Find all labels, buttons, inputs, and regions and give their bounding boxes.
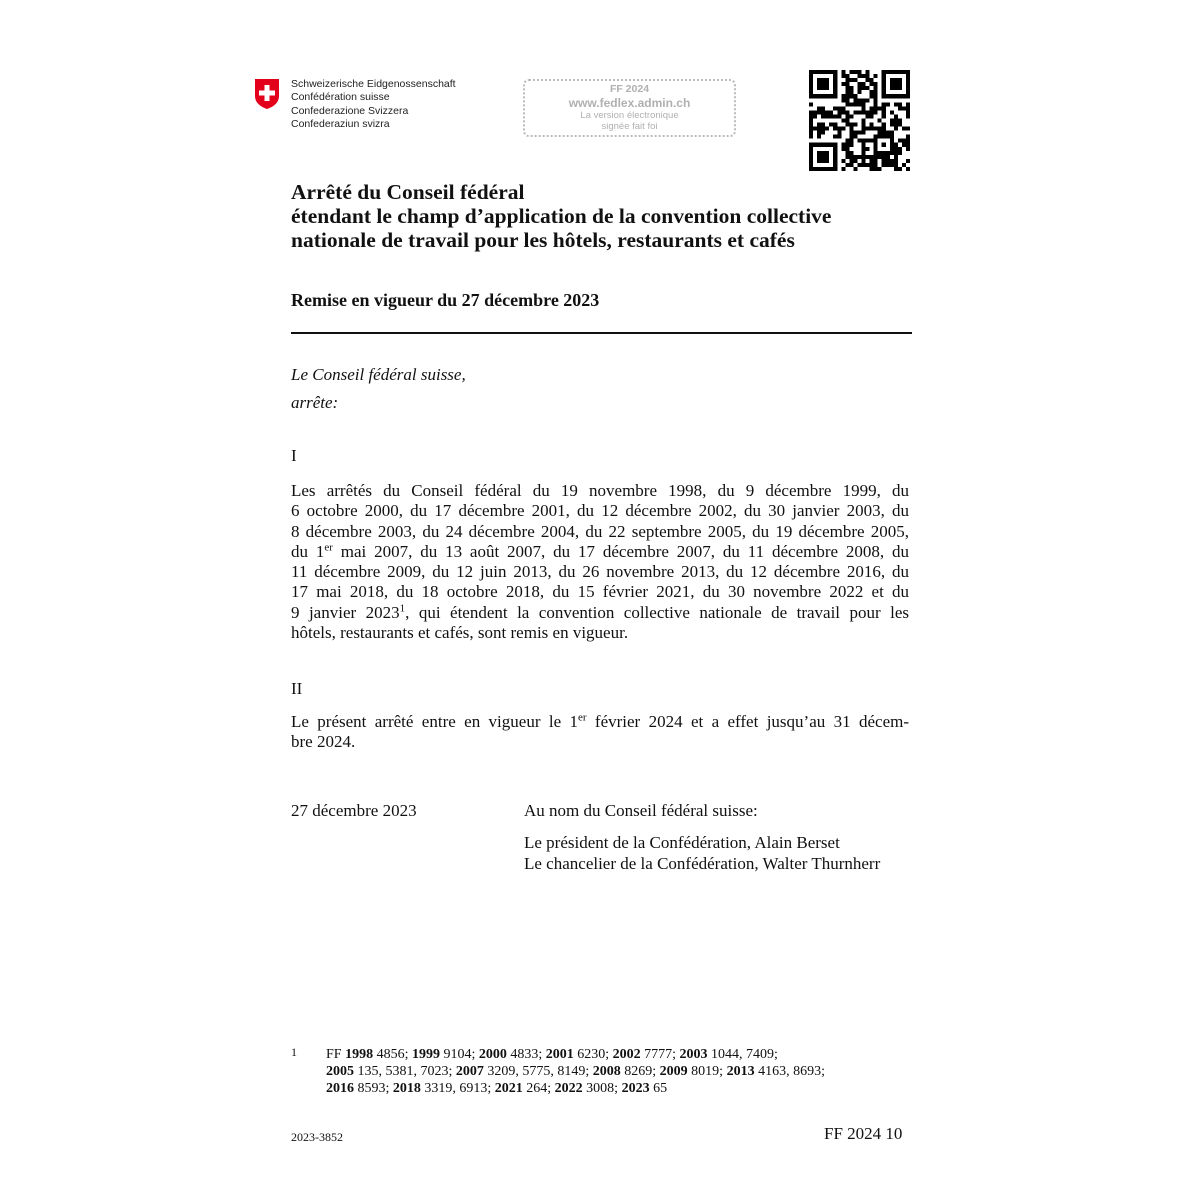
fn-part: 7777; <box>640 1047 680 1062</box>
qr-code-icon <box>809 70 910 171</box>
footnote-reference: 1 <box>399 602 406 615</box>
swiss-cross-icon <box>253 78 281 110</box>
line-7-rest: , qui étendent la convention collective nationale de travail pour les <box>405 602 909 622</box>
fn-part: FF <box>326 1047 346 1062</box>
section-1-paragraph <box>291 481 909 643</box>
fn-year: 2003 <box>679 1047 708 1062</box>
para-1-line-2: 6 octobre 2000, du 17 décembre 2001, du 12 décembre 2002, du 30 janvier 2003, du <box>291 501 909 521</box>
fn-part: 4163, 8693; <box>754 1064 825 1079</box>
title-line-1: Arrêté du Conseil fédéral <box>291 180 525 204</box>
fn-part: 3319, 6913; <box>420 1081 495 1096</box>
para-1-line-1: Les arrêtés du Conseil fédéral du 19 novembre 1998, du 9 décembre 1999, du <box>291 481 909 500</box>
section-2-paragraph <box>291 712 909 753</box>
footnote-line-3 <box>326 1080 906 1097</box>
fn-year: 2001 <box>545 1047 574 1062</box>
fn-part: 8019; <box>687 1064 727 1079</box>
fn-year: 2018 <box>392 1081 421 1096</box>
preamble-line-1: Le Conseil fédéral suisse, <box>291 365 466 384</box>
footnote-line-2 <box>326 1063 906 1080</box>
section-heading-1: I <box>291 446 297 465</box>
fn-part: 8593; <box>354 1081 393 1096</box>
fn-year: 1998 <box>345 1047 374 1062</box>
fn-year: 2005 <box>326 1064 354 1079</box>
fn-part: 135, 5381, 7023; <box>354 1064 456 1079</box>
para-2-line-1 <box>291 712 909 732</box>
fn-part: 3008; <box>582 1081 622 1096</box>
fn-year: 2000 <box>478 1047 507 1062</box>
fn-part: 264; <box>522 1081 555 1096</box>
para-2-line-2: bre 2024. <box>291 732 356 752</box>
fn-part: 9104; <box>439 1047 479 1062</box>
para-1-line-6: 17 mai 2018, du 18 octobre 2018, du 15 février 2021, du 30 novembre 2022 et du <box>291 582 909 602</box>
fn-year: 2009 <box>659 1064 688 1079</box>
line-7-start: 9 janvier 2023 <box>291 602 400 622</box>
section-heading-2: II <box>291 679 303 698</box>
fn-year: 2002 <box>612 1047 641 1062</box>
fn-year: 2021 <box>494 1081 523 1096</box>
ordinal-superscript-2: er <box>578 711 587 724</box>
admin-name-rm: Confederaziun svizra <box>291 118 390 131</box>
document-title <box>291 180 931 252</box>
para-2-start: Le présent arrêté entre en vigueur le 1 <box>291 712 578 731</box>
signatory-chancellor: Le chancelier de la Confédération, Walter Thurnherr <box>524 854 881 873</box>
stamp-ff: FF 2024 <box>609 83 650 95</box>
para-2-rest: février 2024 et a effet jusqu’au 31 décem- <box>586 712 909 731</box>
fn-year: 1999 <box>411 1047 440 1062</box>
admin-name-it: Confederazione Svizzera <box>291 104 409 117</box>
fn-year: 2007 <box>455 1064 484 1079</box>
footnote-text <box>326 1046 906 1097</box>
fn-part: 6230; <box>573 1047 613 1062</box>
electronic-version-stamp <box>523 79 736 137</box>
ff-reference: FF 2024 10 <box>824 1124 903 1143</box>
fn-year: 2013 <box>726 1064 755 1079</box>
signatory-president: Le président de la Confédération, Alain Berset <box>524 833 840 852</box>
stamp-url: www.fedlex.admin.ch <box>568 96 691 110</box>
admin-name-fr: Confédération suisse <box>291 91 390 104</box>
administration-names <box>291 78 456 132</box>
fn-part: 65 <box>649 1081 668 1096</box>
footnote-line-1 <box>326 1046 906 1063</box>
fn-part: 1044, 7409; <box>707 1047 778 1062</box>
fn-part: 4833; <box>506 1047 546 1062</box>
para-1-line-5: 11 décembre 2009, du 12 juin 2013, du 26 novembre 2013, du 12 décembre 2016, du <box>291 562 909 582</box>
para-1-line-8: hôtels, restaurants et cafés, sont remis en vigueur. <box>291 623 629 643</box>
fn-part: 8269; <box>620 1064 660 1079</box>
footnote-number: 1 <box>291 1045 297 1059</box>
para-1-line-7 <box>291 603 909 623</box>
title-line-2: étendant le champ d’application de la convention collective <box>291 204 832 228</box>
fn-part: 3209, 5775, 8149; <box>483 1064 593 1079</box>
signature-heading: Au nom du Conseil fédéral suisse: <box>524 801 758 820</box>
title-divider <box>291 332 912 334</box>
preamble-line-2: arrête: <box>291 393 339 412</box>
admin-name-de: Schweizerische Eidgenossenschaft <box>291 78 456 90</box>
document-subtitle: Remise en vigueur du 27 décembre 2023 <box>291 290 600 310</box>
fn-year: 2008 <box>592 1064 621 1079</box>
ordinal-superscript: er <box>324 541 333 554</box>
fn-year: 2016 <box>326 1081 354 1096</box>
para-1-line-4 <box>291 542 909 562</box>
fn-year: 2023 <box>621 1081 650 1096</box>
fn-year: 2022 <box>554 1081 583 1096</box>
line-4-start: du 1 <box>291 541 325 561</box>
title-line-3: nationale de travail pour les hôtels, restaurants et cafés <box>291 228 795 252</box>
fn-part: 4856; <box>373 1047 412 1062</box>
stamp-note-2: signée fait foi <box>601 121 658 132</box>
stamp-note-1: La version électronique <box>580 110 679 121</box>
signature-date: 27 décembre 2023 <box>291 801 417 820</box>
line-4-rest: mai 2007, du 13 août 2007, du 17 décembre 2007, du 11 décembre 2008, du <box>332 541 909 561</box>
para-1-line-3: 8 décembre 2003, du 24 décembre 2004, du 22 septembre 2005, du 19 décembre 2005, <box>291 521 909 541</box>
document-id: 2023-3852 <box>291 1130 343 1144</box>
